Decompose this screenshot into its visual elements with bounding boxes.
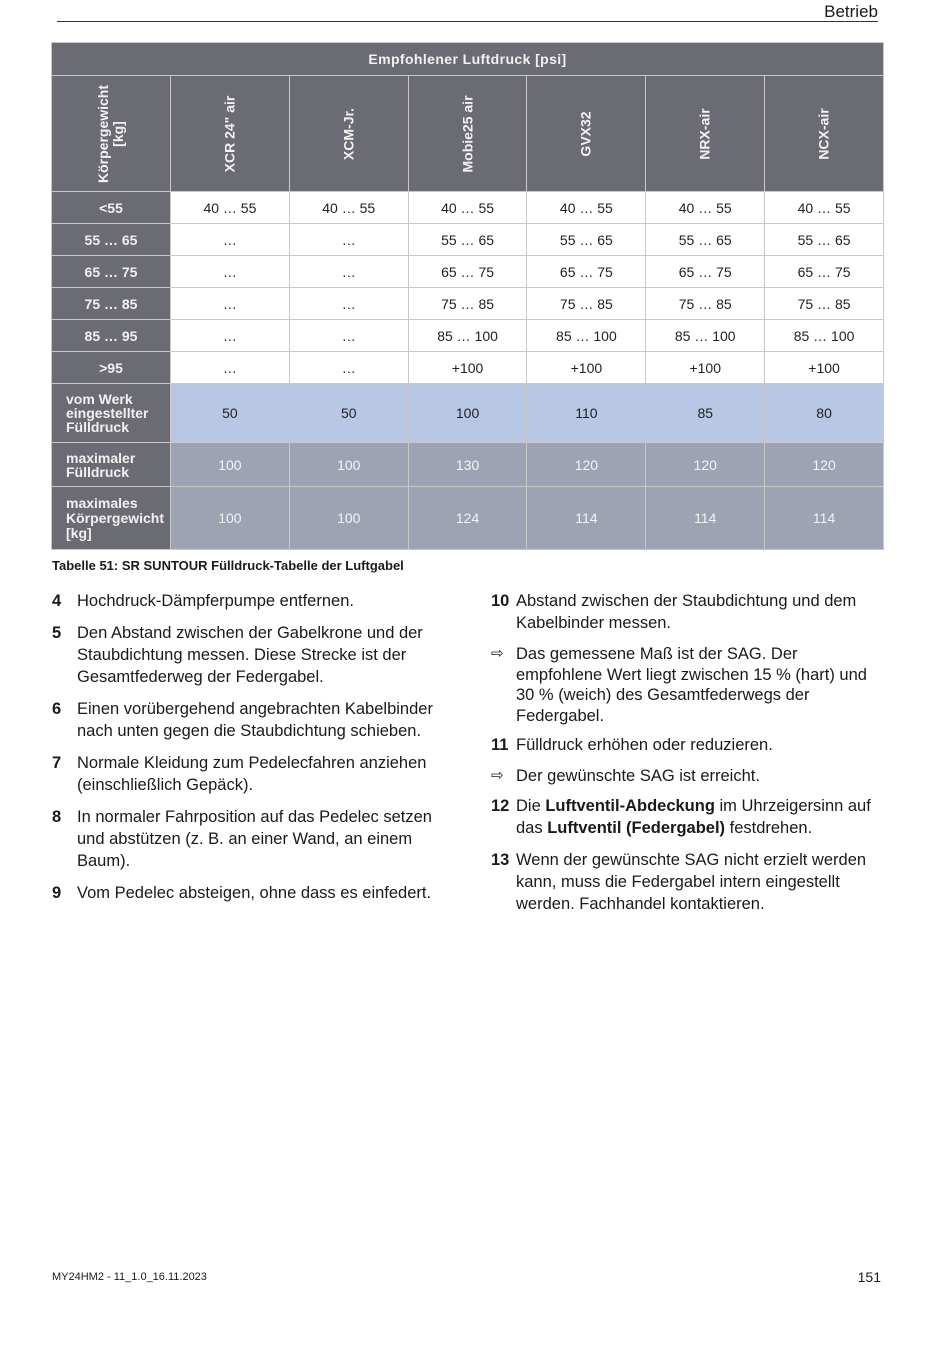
- table-cell: 55 … 65: [408, 224, 527, 256]
- table-cell: …: [289, 352, 408, 384]
- table-cell: 75 … 85: [527, 288, 646, 320]
- step-text: Einen vorübergehend angebrachten Kabelbinder nach unten gegen die Staubdichtung schieben.: [77, 700, 433, 740]
- instructions-right-column: [491, 590, 886, 925]
- table-cell: …: [289, 224, 408, 256]
- table-cell: …: [171, 288, 290, 320]
- table-cell: …: [289, 320, 408, 352]
- table-cell: 80: [765, 384, 884, 443]
- table-row: [52, 224, 884, 256]
- instruction-step: [52, 882, 452, 904]
- instruction-step: [52, 698, 452, 742]
- table-cell: 50: [289, 384, 408, 443]
- step-number: 7: [52, 754, 62, 772]
- table-cell: 114: [646, 487, 765, 550]
- table-cell: +100: [527, 352, 646, 384]
- result-text: Das gemessene Maß ist der SAG. Der empfohlene Wert liegt zwischen 15 % (hart) und 30 % (weich) des Gesamtfederwegs der Federgabel.: [516, 645, 867, 725]
- arrow-right-outline-icon: ⇨: [491, 767, 504, 784]
- row-header: vom Werk eingestellter Fülldruck: [52, 384, 171, 443]
- table-cell: 85 … 100: [765, 320, 884, 352]
- step-text: Die Luftventil-Abdeckung im Uhrzeigersinn auf das Luftventil (Federgabel) festdrehen.: [516, 796, 871, 837]
- table-cell: 114: [765, 487, 884, 550]
- row-header: maximaler Fülldruck: [52, 443, 171, 487]
- table-cell: 55 … 65: [765, 224, 884, 256]
- table-row: [52, 256, 884, 288]
- table-cell: 114: [527, 487, 646, 550]
- step-text: Hochdruck-Dämpferpumpe entfernen.: [77, 592, 354, 610]
- table-title: Empfohlener Luftdruck [psi]: [52, 43, 884, 76]
- column-header: XCM-Jr.: [289, 76, 408, 192]
- table-cell: 100: [289, 443, 408, 487]
- table-cell: 65 … 75: [408, 256, 527, 288]
- table-cell: …: [171, 256, 290, 288]
- row-header: >95: [52, 352, 171, 384]
- table-cell: 100: [408, 384, 527, 443]
- table-cell: 85 … 100: [527, 320, 646, 352]
- step-text: Wenn der gewünschte SAG nicht erzielt werden kann, muss die Federgabel intern eingestellt werden. Fachhandel kontaktieren.: [516, 850, 867, 913]
- table-cell: 50: [171, 384, 290, 443]
- page-number: 151: [857, 1269, 881, 1285]
- table-cell: +100: [765, 352, 884, 384]
- document-id: MY24HM2 - 11_1.0_16.11.2023: [52, 1271, 207, 1283]
- row-header: 75 … 85: [52, 288, 171, 320]
- table-cell: 75 … 85: [408, 288, 527, 320]
- instruction-step: [491, 849, 886, 915]
- header-rule: [57, 21, 878, 22]
- table-row-factory-pressure: [52, 384, 884, 443]
- table-cell: 100: [171, 487, 290, 550]
- column-header: GVX32: [527, 76, 646, 192]
- column-header: NRX-air: [646, 76, 765, 192]
- step-text: Vom Pedelec absteigen, ohne dass es einfedert.: [77, 884, 432, 902]
- step-text: Normale Kleidung zum Pedelecfahren anziehen (einschließlich Gepäck).: [77, 754, 427, 794]
- table-cell: 55 … 65: [527, 224, 646, 256]
- step-text: Den Abstand zwischen der Gabelkrone und der Staubdichtung messen. Diese Strecke ist der Gesamtfederweg der Federgabel.: [77, 624, 423, 686]
- table-row: [52, 352, 884, 384]
- instruction-step: [52, 622, 452, 688]
- column-header: Mobie25 air: [408, 76, 527, 192]
- table-cell: 65 … 75: [527, 256, 646, 288]
- table-cell: 40 … 55: [289, 192, 408, 224]
- instruction-step: [491, 590, 886, 634]
- table-row-max-pressure: [52, 443, 884, 487]
- instructions-left-column: [52, 590, 452, 914]
- row-header: 55 … 65: [52, 224, 171, 256]
- row-header: 65 … 75: [52, 256, 171, 288]
- row-header: <55: [52, 192, 171, 224]
- table-cell: 85 … 100: [408, 320, 527, 352]
- table-cell: 110: [527, 384, 646, 443]
- step-number: 10: [491, 592, 510, 610]
- table-cell: 120: [527, 443, 646, 487]
- table-cell: 75 … 85: [765, 288, 884, 320]
- table-row: [52, 192, 884, 224]
- instruction-step: [52, 806, 452, 872]
- table-cell: 130: [408, 443, 527, 487]
- table-cell: …: [171, 224, 290, 256]
- table-cell: 100: [289, 487, 408, 550]
- column-header: XCR 24" air: [171, 76, 290, 192]
- table-cell: 75 … 85: [646, 288, 765, 320]
- table-cell: +100: [408, 352, 527, 384]
- corner-header-body-weight: Körpergewicht [kg]: [52, 76, 171, 192]
- table-cell: 85 … 100: [646, 320, 765, 352]
- step-number: 5: [52, 624, 62, 642]
- instruction-result: [491, 644, 886, 726]
- table-cell: …: [289, 256, 408, 288]
- table-cell: …: [171, 352, 290, 384]
- step-number: 4: [52, 592, 62, 610]
- step-text: Fülldruck erhöhen oder reduzieren.: [516, 736, 773, 754]
- step-number: 6: [52, 700, 62, 718]
- step-number: 9: [52, 884, 62, 902]
- instruction-step: [491, 734, 886, 756]
- table-row: [52, 320, 884, 352]
- table-cell: 120: [646, 443, 765, 487]
- instruction-step: [52, 752, 452, 796]
- table-cell: 40 … 55: [408, 192, 527, 224]
- instruction-step: [491, 795, 886, 839]
- table-cell: 100: [171, 443, 290, 487]
- table-row-max-weight: [52, 487, 884, 550]
- step-text: In normaler Fahrposition auf das Pedelec setzen und abstützen (z. B. an einer Wand, an einem Baum).: [77, 808, 432, 870]
- step-text: Abstand zwischen der Staubdichtung und dem Kabelbinder messen.: [516, 592, 857, 632]
- step-number: 8: [52, 808, 62, 826]
- table-caption: Tabelle 51: SR SUNTOUR Fülldruck-Tabelle der Luftgabel: [52, 558, 404, 573]
- weight-rows: [52, 192, 884, 384]
- step-number: 13: [491, 850, 510, 869]
- table-cell: 40 … 55: [765, 192, 884, 224]
- table-row: [52, 288, 884, 320]
- table-cell: 40 … 55: [171, 192, 290, 224]
- table-cell: 40 … 55: [527, 192, 646, 224]
- instruction-result: [491, 766, 886, 787]
- step-number: 11: [491, 736, 509, 754]
- air-pressure-table: [51, 42, 884, 550]
- table-cell: 120: [765, 443, 884, 487]
- instruction-step: [52, 590, 452, 612]
- table-cell: …: [289, 288, 408, 320]
- table-cell: 65 … 75: [646, 256, 765, 288]
- table-cell: 85: [646, 384, 765, 443]
- section-title: Betrieb: [824, 2, 878, 21]
- column-header: NCX-air: [765, 76, 884, 192]
- table-cell: +100: [646, 352, 765, 384]
- table-cell: 55 … 65: [646, 224, 765, 256]
- step-number: 12: [491, 796, 510, 815]
- result-text: Der gewünschte SAG ist erreicht.: [516, 767, 760, 785]
- table-cell: …: [171, 320, 290, 352]
- row-header: 85 … 95: [52, 320, 171, 352]
- table-cell: 124: [408, 487, 527, 550]
- arrow-right-outline-icon: ⇨: [491, 645, 504, 662]
- table-cell: 40 … 55: [646, 192, 765, 224]
- row-header: maximales Körpergewicht [kg]: [52, 487, 171, 550]
- table-cell: 65 … 75: [765, 256, 884, 288]
